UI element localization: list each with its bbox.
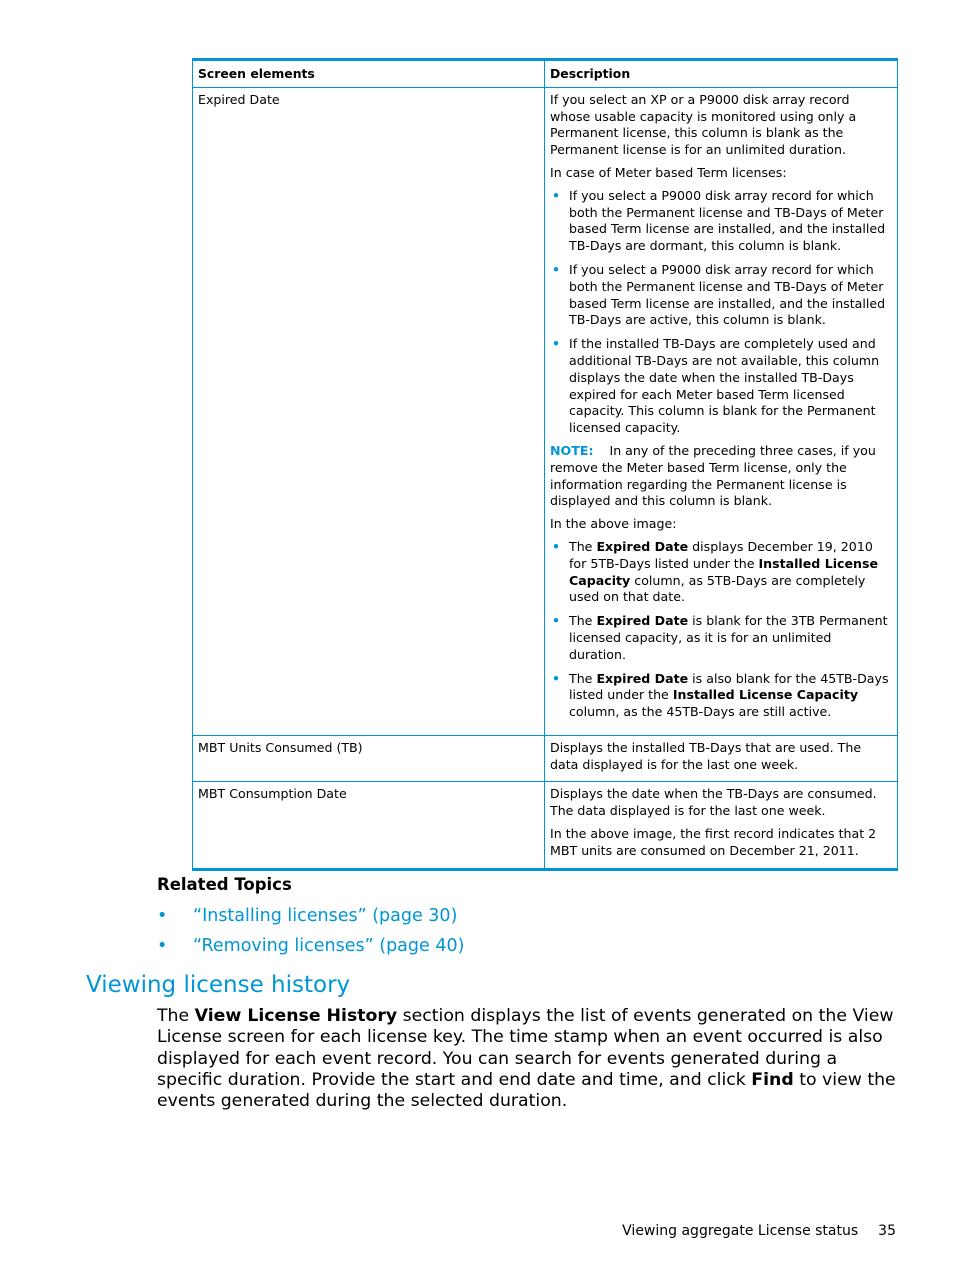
list-item [550, 336, 892, 437]
text-run: The [157, 1006, 195, 1026]
list-item [550, 671, 892, 721]
cell-description-mbt-units [545, 735, 898, 782]
text-run: is blank for the 3TB Permanent licensed capacity, as it is for an unlimited duration. [569, 613, 888, 662]
cell-element-mbt-date: MBT Consumption Date [193, 782, 545, 869]
header-description: Description [545, 60, 898, 88]
cell-description-mbt-date [545, 782, 898, 869]
table-row [193, 87, 898, 735]
bullet-icon: • [552, 670, 561, 686]
footer-title: Viewing aggregate License status [622, 1223, 859, 1239]
link-removing-licenses[interactable]: “Removing licenses” (page 40) [193, 936, 465, 956]
text-run: to view the events generated during the selected duration. [157, 1069, 896, 1112]
table-row [193, 782, 898, 869]
text-run: displays December 19, 2010 for 5TB-Days listed under the [569, 538, 873, 571]
text-run: The [569, 538, 597, 554]
list-item [550, 262, 892, 329]
description-paragraph: In the above image, the first record indicates that 2 MBT units are consumed on December 21, 2011. [550, 826, 877, 858]
table-row [193, 735, 898, 782]
image-bullets [550, 539, 892, 721]
bold-term: Expired Date [596, 670, 689, 686]
section-title: Viewing license history [86, 972, 351, 998]
description-paragraph: In case of Meter based Term licenses: [550, 164, 787, 180]
description-paragraph: Displays the installed TB-Days that are used. The data displayed is for the last one week. [550, 739, 862, 772]
list-item [550, 613, 892, 663]
table-header-row [193, 60, 898, 88]
bold-term: Find [751, 1069, 794, 1090]
text-run: is also blank for the 45TB-Days listed under the [569, 670, 889, 703]
bold-term: Installed License Capacity [569, 555, 879, 588]
bullet-icon: • [552, 613, 561, 629]
note-text: In any of the preceding three cases, if you remove the Meter based Term license, only the information regarding the Permanent license is displayed and this column is blank. [550, 442, 876, 509]
bullet-icon: • [552, 538, 561, 554]
screen-elements-table [192, 58, 898, 871]
page-number: 35 [878, 1223, 896, 1239]
list-item [550, 539, 892, 606]
page-footer [622, 1223, 896, 1239]
cell-description-expired-date [545, 87, 898, 735]
note [550, 443, 892, 510]
text-run: section displays the list of events generated on the View License screen for each license key. The time stamp when an event occurred is also displayed for each event record. You can search for events generated during a specific duration. Provide the start and end date and time, and click [157, 1006, 894, 1090]
description-paragraph: In the above image: [550, 516, 677, 532]
list-item-text: If the installed TB-Days are completely used and additional TB-Days are not available, this column displays the date when the installed TB-Days expired for each Meter based Term licensed capacity. This column is blank for the Permanent licensed capacity. [569, 336, 880, 436]
list-item [550, 188, 892, 255]
text-run: column, as the 45TB-Days are still active. [569, 704, 832, 720]
cell-element-expired-date: Expired Date [193, 87, 545, 735]
bold-term: Expired Date [596, 538, 689, 554]
bullet-icon: • [552, 187, 561, 203]
section-paragraph [157, 1006, 897, 1112]
bullet-icon: • [552, 261, 561, 277]
cell-element-mbt-units: MBT Units Consumed (TB) [193, 735, 545, 782]
text-run: The [569, 613, 597, 629]
list-item-text: If you select a P9000 disk array record for which both the Permanent license and TB-Days of Meter based Term license are installed, and the installed TB-Days are active, this column is blank. [569, 261, 886, 328]
bullet-icon: • [552, 336, 561, 352]
bullet-icon: • [157, 936, 168, 956]
bold-term: Expired Date [596, 613, 689, 629]
text-run: column, as 5TB-Days are completely used on that date. [569, 572, 866, 605]
link-installing-licenses[interactable]: “Installing licenses” (page 30) [193, 906, 458, 926]
bullet-icon: • [157, 906, 168, 926]
text-run: The [569, 670, 597, 686]
bold-term: View License History [194, 1006, 398, 1026]
header-screen-elements: Screen elements [193, 60, 545, 88]
note-label: NOTE: [550, 442, 594, 458]
description-paragraph: Displays the date when the TB-Days are consumed. The data displayed is for the last one week. [550, 786, 877, 819]
related-topics-heading: Related Topics [157, 875, 292, 894]
bold-term: Installed License Capacity [672, 687, 859, 703]
list-item-text: If you select a P9000 disk array record for which both the Permanent license and TB-Days of Meter based Term license are installed, and the installed TB-Days are dormant, this column is blank. [569, 187, 886, 254]
meter-license-bullets [550, 188, 892, 437]
description-paragraph: If you select an XP or a P9000 disk array record whose usable capacity is monitored using only a Permanent license, this column is blank as the Permanent license is for an unlimited duration. [550, 91, 857, 158]
